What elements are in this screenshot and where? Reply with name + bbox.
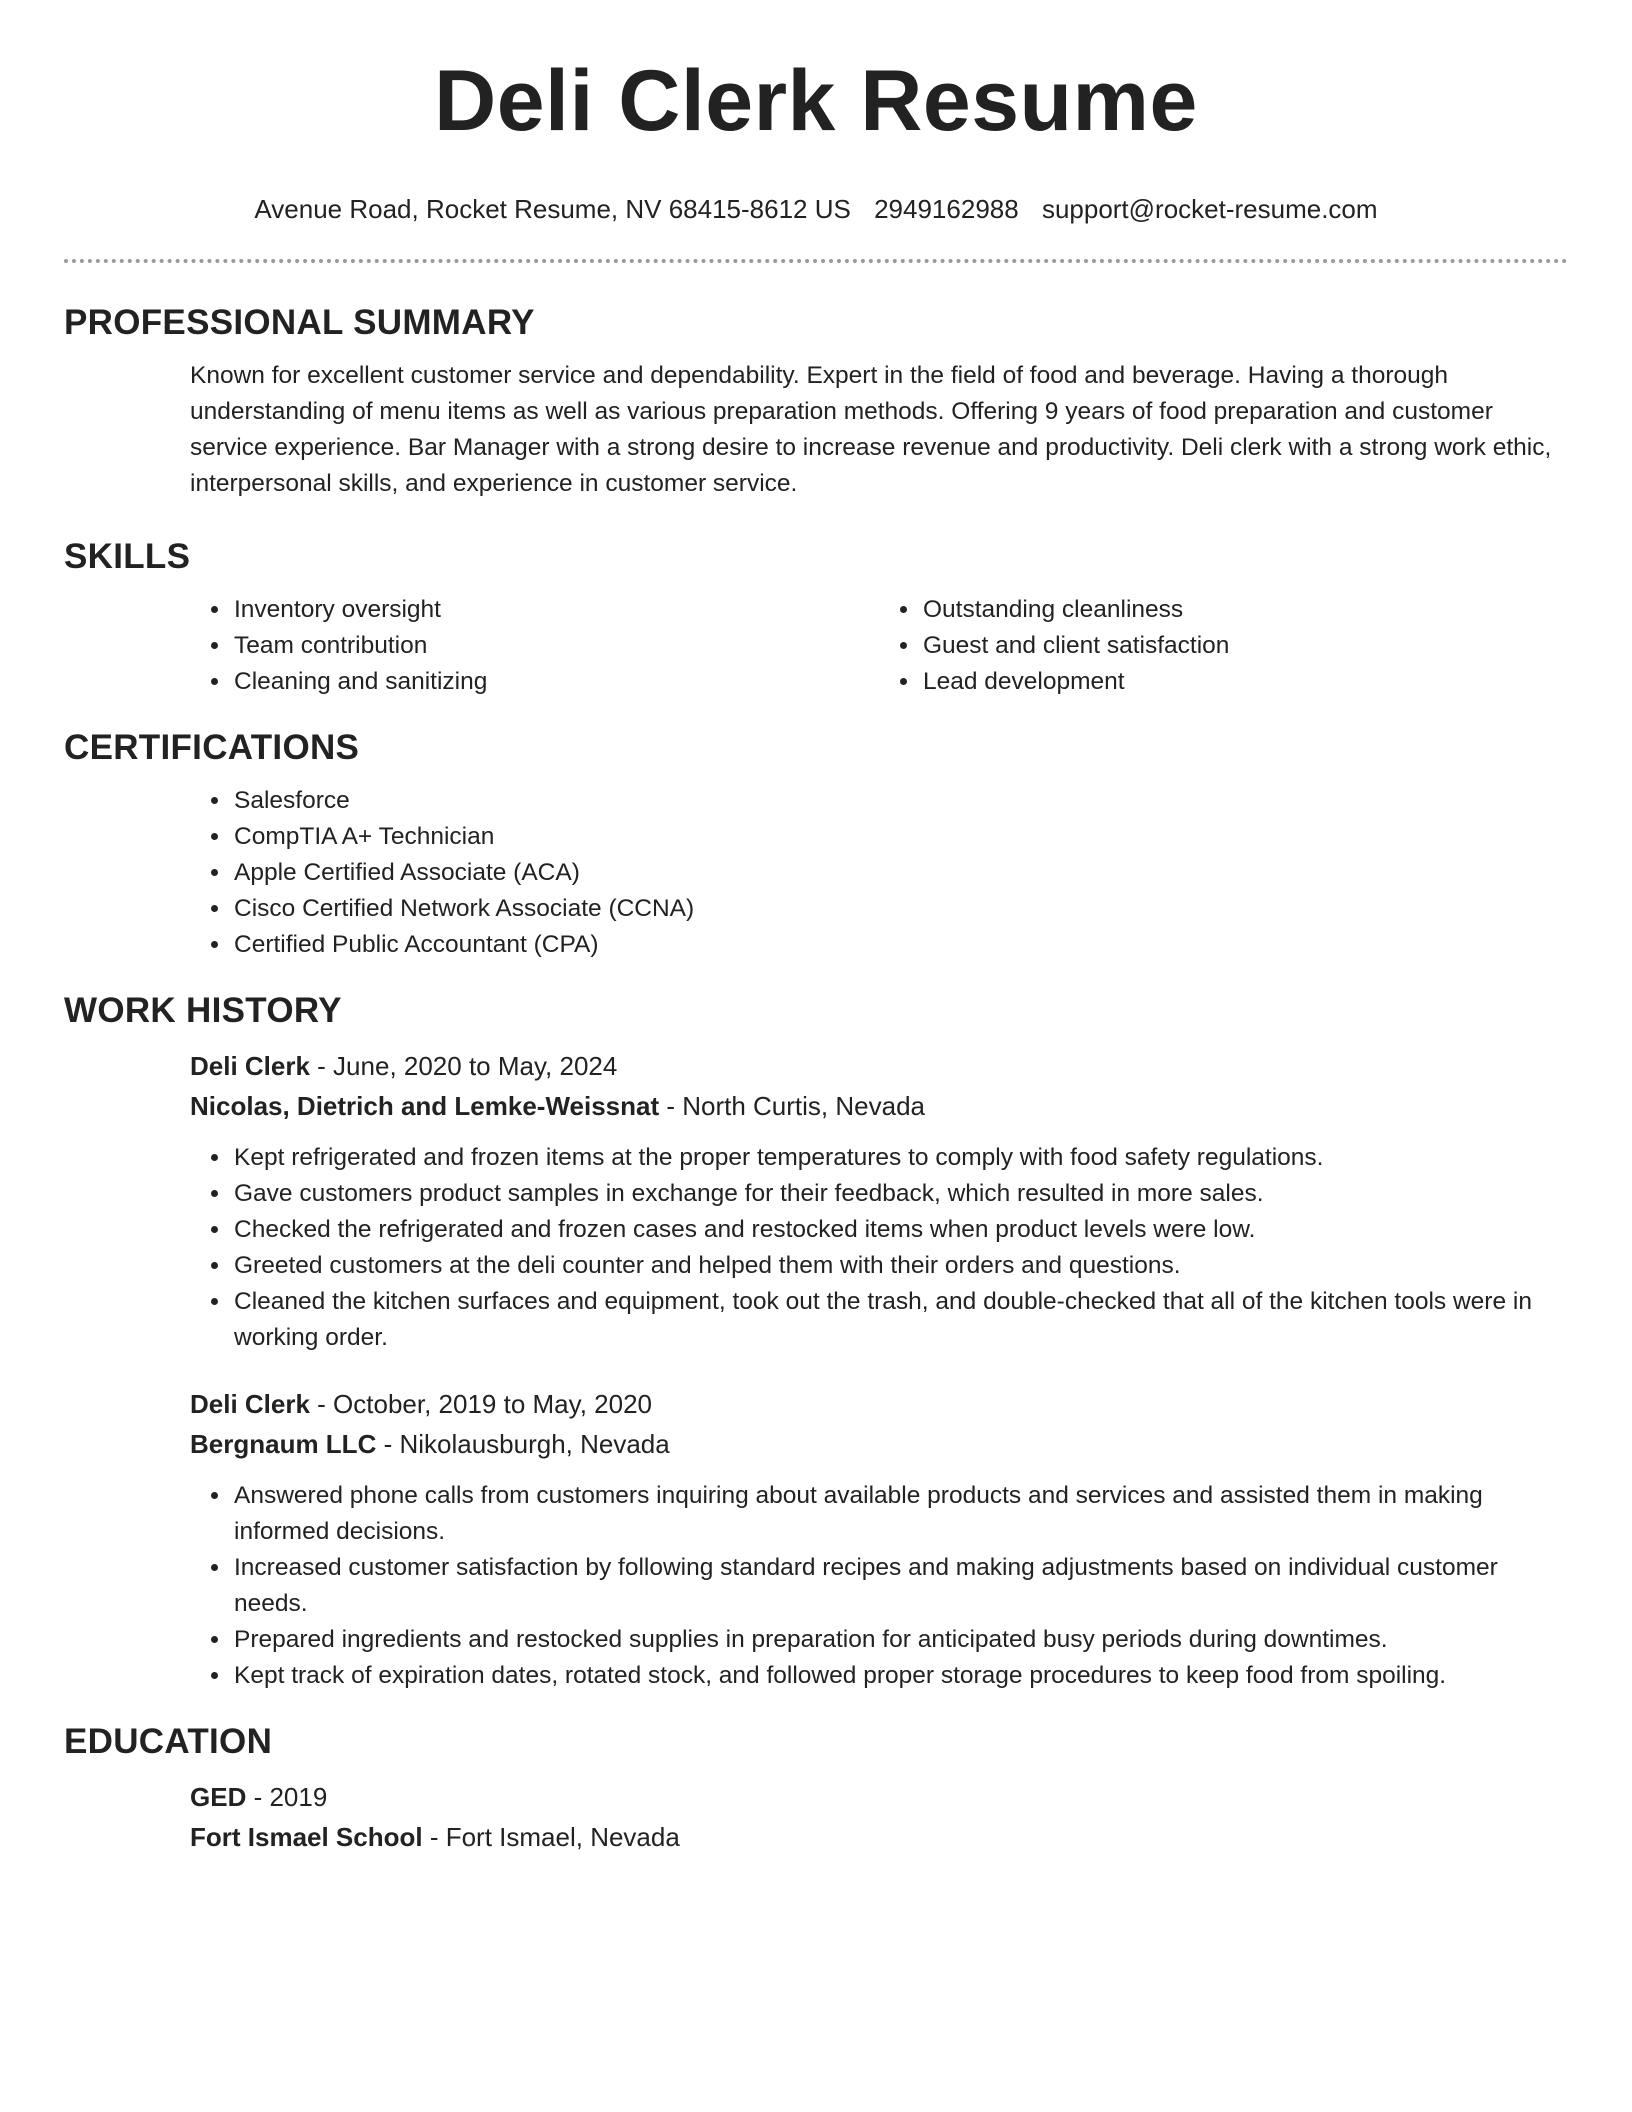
summary-heading: PROFESSIONAL SUMMARY [64, 303, 535, 342]
job-title-line [190, 1384, 1568, 1424]
education-degree: GED [190, 1782, 247, 1812]
certification-item: • Cisco Certified Network Associate (CCNA) [232, 891, 1568, 927]
education-entry [190, 1777, 1568, 1857]
education-school-line [190, 1817, 1568, 1857]
job-entry [190, 1384, 1568, 1694]
job-duty-item: • Greeted customers at the deli counter and helped them with their orders and questions. [232, 1248, 1568, 1284]
job-duty-item: • Prepared ingredients and restocked supplies in preparation for anticipated busy periods during downtimes. [232, 1622, 1568, 1658]
contact-line [64, 196, 1568, 222]
skill-item: • Inventory oversight [232, 592, 879, 628]
certification-item: • CompTIA A+ Technician [232, 819, 1568, 855]
job-company-line [190, 1424, 1568, 1464]
skill-item: • Guest and client satisfaction [921, 628, 1568, 664]
skill-item: • Lead development [921, 664, 1568, 700]
contact-address: Avenue Road, Rocket Resume, NV 68415-8612 US [254, 194, 851, 224]
education-section [64, 1724, 1568, 1857]
job-duties [190, 1478, 1568, 1694]
summary-section [64, 305, 1568, 502]
skills-heading: SKILLS [64, 537, 191, 576]
skills-section [64, 539, 1568, 700]
job-location: - North Curtis, Nevada [659, 1091, 925, 1121]
job-duty-item: • Gave customers product samples in exchange for their feedback, which resulted in more sales. [232, 1176, 1568, 1212]
summary-text: Known for excellent customer service and dependability. Expert in the field of food and beverage. Having a thorough understanding of menu items as well as various preparation methods. Offering 9 years of food preparation and customer service experience. Bar Manager with a strong desire to increase revenue and productivity. Deli clerk with a strong work ethic, interpersonal skills, and experience in customer service. [190, 362, 1552, 497]
job-duty-item: • Kept refrigerated and frozen items at the proper temperatures to comply with food safety regulations. [232, 1140, 1568, 1176]
job-duty-item: • Cleaned the kitchen surfaces and equipment, took out the trash, and double-checked that all of the kitchen tools were in working order. [232, 1284, 1568, 1356]
contact-phone: 2949162988 [874, 194, 1019, 224]
contact-email: support@rocket-resume.com [1041, 194, 1378, 224]
certifications-section [64, 730, 1568, 963]
education-degree-line [190, 1777, 1568, 1817]
job-duty-item: • Checked the refrigerated and frozen cases and restocked items when product levels were low. [232, 1212, 1568, 1248]
skills-column-right [879, 592, 1568, 700]
certifications-list [190, 783, 1568, 963]
education-heading: EDUCATION [64, 1722, 273, 1761]
job-company: Bergnaum LLC [190, 1429, 377, 1459]
job-duty-item: • Answered phone calls from customers inquiring about available products and services and assisted them in making informed decisions. [232, 1478, 1568, 1550]
resume-title: Deli Clerk Resume [434, 53, 1198, 149]
job-company-line [190, 1086, 1568, 1126]
job-duty-item: • Increased customer satisfaction by following standard recipes and making adjustments based on individual customer needs. [232, 1550, 1568, 1622]
job-company: Nicolas, Dietrich and Lemke-Weissnat [190, 1091, 660, 1121]
work-history-section [64, 993, 1568, 1694]
skill-item: • Cleaning and sanitizing [232, 664, 879, 700]
skills-list [190, 592, 1568, 700]
skill-item: • Team contribution [232, 628, 879, 664]
job-dates: - October, 2019 to May, 2020 [309, 1389, 653, 1419]
work-history-heading: WORK HISTORY [64, 991, 342, 1030]
certifications-heading: CERTIFICATIONS [64, 728, 360, 767]
job-role: Deli Clerk [190, 1389, 310, 1419]
certification-item: • Salesforce [232, 783, 1568, 819]
certification-item: • Certified Public Accountant (CPA) [232, 927, 1568, 963]
skills-column-left [190, 592, 879, 700]
job-duties [190, 1140, 1568, 1356]
skill-item: • Outstanding cleanliness [921, 592, 1568, 628]
job-location: - Nikolausburgh, Nevada [376, 1429, 670, 1459]
job-role: Deli Clerk [190, 1051, 310, 1081]
education-year: - 2019 [246, 1782, 328, 1812]
education-location: - Fort Ismael, Nevada [422, 1822, 680, 1852]
job-duty-item: • Kept track of expiration dates, rotated stock, and followed proper storage procedures to keep food from spoiling. [232, 1658, 1568, 1694]
job-title-line [190, 1046, 1568, 1086]
certification-item: • Apple Certified Associate (ACA) [232, 855, 1568, 891]
job-dates: - June, 2020 to May, 2024 [309, 1051, 618, 1081]
header-divider [64, 259, 1568, 263]
job-entry [190, 1046, 1568, 1356]
education-school: Fort Ismael School [190, 1822, 423, 1852]
